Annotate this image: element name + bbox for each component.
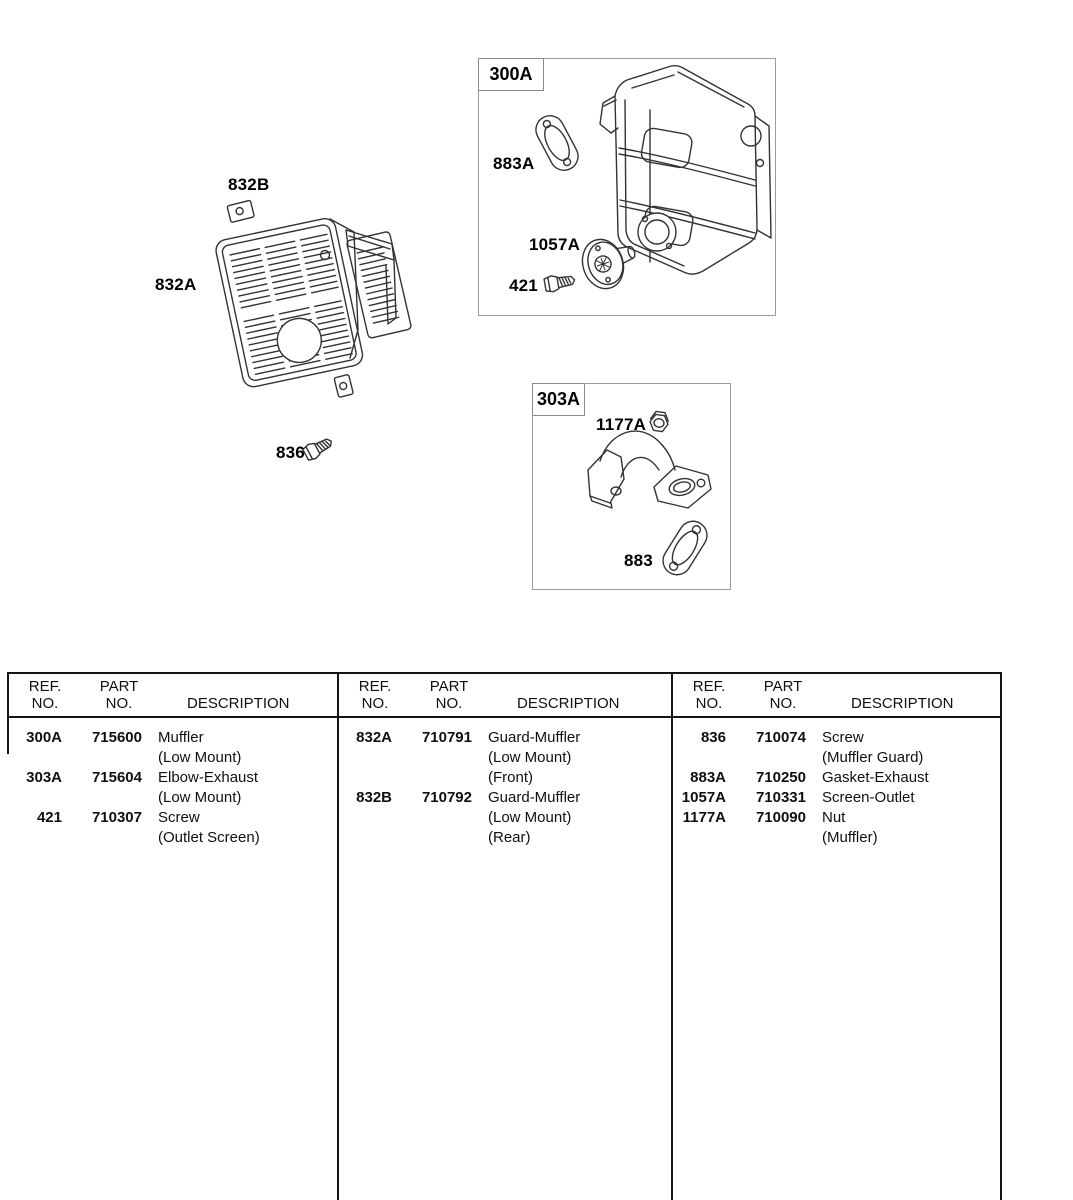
table-row [337, 768, 667, 788]
part-no: 715600 [91, 729, 142, 746]
header-part-line1: PART [429, 678, 469, 695]
part-description: (Low Mount) [488, 749, 572, 766]
part-no [62, 748, 142, 768]
header-ref-line2: NO. [361, 695, 389, 712]
table-header-separator [7, 716, 1002, 718]
guard-bottom-tab [334, 374, 353, 397]
part-description: Muffler [158, 729, 204, 746]
part-no [392, 768, 472, 788]
part-no: 710792 [421, 789, 472, 806]
part-no: 710791 [421, 729, 472, 746]
header-part-line1: PART [99, 678, 139, 695]
table-body [337, 728, 667, 848]
header-description: DESCRIPTION [517, 695, 620, 712]
ref-no: 300A [26, 729, 62, 746]
table-row [671, 768, 1001, 788]
elbow-box-label: 303A [532, 383, 585, 416]
header-ref-no [345, 678, 405, 712]
part-description: (Rear) [488, 829, 531, 846]
part-description: Screw [158, 809, 200, 826]
ref-no [337, 808, 392, 828]
part-description: Guard-Muffler [488, 789, 581, 806]
ref-no [337, 768, 392, 788]
part-description: (Low Mount) [158, 789, 242, 806]
part-no [392, 748, 472, 768]
ref-no: 883A [690, 769, 726, 786]
ref-no: 832B [356, 789, 392, 806]
part-description: (Muffler) [822, 829, 878, 846]
ref-no: 421 [36, 809, 62, 826]
table-row [337, 788, 667, 808]
header-part-line2: NO. [769, 695, 797, 712]
ref-no: 832A [356, 729, 392, 746]
table-row [337, 808, 667, 828]
table-row [7, 748, 337, 768]
table-row [7, 788, 337, 808]
part-no: 715604 [91, 769, 142, 786]
part-no: 710090 [755, 809, 806, 826]
part-description: Nut [822, 809, 846, 826]
header-ref-no [679, 678, 739, 712]
table-row [7, 728, 337, 748]
part-description: (Low Mount) [488, 809, 572, 826]
part-description: (Front) [488, 769, 533, 786]
header-part-no [419, 678, 479, 712]
header-description: DESCRIPTION [851, 695, 954, 712]
part-no [62, 788, 142, 808]
part-no [726, 828, 806, 848]
callout-832A: 832A [155, 275, 197, 294]
ref-no [337, 748, 392, 768]
header-part-line2: NO. [435, 695, 463, 712]
header-ref-line1: REF. [358, 678, 392, 695]
table-row [337, 728, 667, 748]
part-description: (Low Mount) [158, 749, 242, 766]
callout-832B: 832B [228, 175, 270, 194]
table-row [7, 768, 337, 788]
header-ref-line2: NO. [695, 695, 723, 712]
ref-no: 836 [700, 729, 726, 746]
muffler-box-label: 300A [478, 58, 544, 91]
part-no [392, 828, 472, 848]
header-ref-no [15, 678, 75, 712]
table-row [671, 748, 1001, 768]
table-row [7, 828, 337, 848]
ref-no [671, 828, 726, 848]
ref-no [337, 828, 392, 848]
table-body [671, 728, 1001, 848]
part-no: 710250 [755, 769, 806, 786]
callout-421: 421 [509, 276, 538, 295]
header-ref-line1: REF. [28, 678, 62, 695]
table-row [671, 788, 1001, 808]
callout-883A: 883A [493, 154, 535, 173]
part-no: 710331 [755, 789, 806, 806]
screw-836-drawing [302, 434, 335, 462]
table-row [337, 748, 667, 768]
guard-top-tab [227, 200, 254, 222]
ref-no [7, 788, 62, 808]
table-header [7, 672, 337, 716]
part-description: Elbow-Exhaust [158, 769, 259, 786]
part-no [62, 828, 142, 848]
part-description: Screw [822, 729, 864, 746]
ref-no: 1177A [682, 809, 726, 826]
part-no [726, 748, 806, 768]
header-ref-line1: REF. [692, 678, 726, 695]
ref-no: 303A [26, 769, 62, 786]
header-ref-line2: NO. [31, 695, 59, 712]
header-part-line2: NO. [105, 695, 133, 712]
table-row [337, 828, 667, 848]
part-description: (Muffler Guard) [822, 749, 924, 766]
table-header [671, 672, 1001, 716]
part-no [392, 808, 472, 828]
header-part-no [753, 678, 813, 712]
ref-no [671, 748, 726, 768]
table-row [7, 808, 337, 828]
ref-no [7, 748, 62, 768]
ref-no [7, 828, 62, 848]
callout-836: 836 [276, 443, 305, 462]
table-row [671, 808, 1001, 828]
part-description: Guard-Muffler [488, 729, 581, 746]
callout-1057A: 1057A [529, 235, 581, 254]
part-description: Gasket-Exhaust [822, 769, 929, 786]
muffler-guard-drawing [214, 200, 412, 397]
part-no: 710307 [91, 809, 142, 826]
header-part-no [89, 678, 149, 712]
part-description: Screen-Outlet [822, 789, 915, 806]
callout-883: 883 [624, 551, 653, 570]
ref-no: 1057A [681, 789, 726, 806]
table-row [671, 728, 1001, 748]
header-description: DESCRIPTION [187, 695, 290, 712]
part-no: 710074 [755, 729, 806, 746]
table-header [337, 672, 667, 716]
part-description: (Outlet Screen) [158, 829, 260, 846]
header-part-line1: PART [763, 678, 803, 695]
table-row [671, 828, 1001, 848]
callout-1177A: 1177A [596, 415, 647, 434]
table-body [7, 728, 337, 848]
